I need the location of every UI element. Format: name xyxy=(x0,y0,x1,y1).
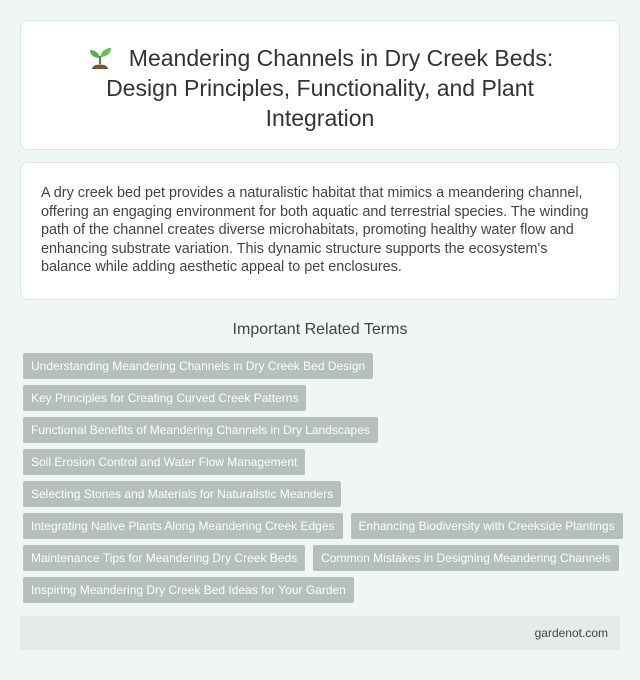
tag-row xyxy=(23,353,623,385)
tag-row xyxy=(23,577,623,609)
related-terms-heading: Important Related Terms xyxy=(232,321,408,338)
related-term-tag[interactable]: Maintenance Tips for Meandering Dry Creek Beds xyxy=(23,545,305,571)
related-term-tag[interactable]: Inspiring Meandering Dry Creek Bed Ideas for Your Garden xyxy=(23,577,354,603)
tag-row xyxy=(23,545,623,577)
tag-row xyxy=(23,417,623,449)
related-term-tag[interactable]: Functional Benefits of Meandering Channels in Dry Landscapes xyxy=(23,417,378,443)
tag-row xyxy=(23,481,623,513)
page-title-text: Meandering Channels in Dry Creek Beds: Design Principles, Functionality, and Plant Integration xyxy=(106,45,554,131)
title-card xyxy=(20,20,620,150)
tag-row xyxy=(23,385,623,417)
related-term-tag[interactable]: Selecting Stones and Materials for Naturalistic Meanders xyxy=(23,481,341,507)
related-term-tag[interactable]: Enhancing Biodiversity with Creekside Plantings xyxy=(351,513,623,539)
related-term-tag[interactable]: Common Mistakes in Designing Meandering Channels xyxy=(313,545,618,571)
tag-row xyxy=(23,513,623,545)
footer-bar xyxy=(20,616,620,650)
related-term-tag[interactable]: Integrating Native Plants Along Meandering Creek Edges xyxy=(23,513,343,539)
related-terms-list xyxy=(23,353,623,609)
page-title xyxy=(21,43,619,133)
footer-site-link[interactable]: gardenot.com xyxy=(534,626,608,640)
related-term-tag[interactable]: Understanding Meandering Channels in Dry Creek Bed Design xyxy=(23,353,373,379)
sprout-icon xyxy=(87,44,113,70)
tag-row xyxy=(23,449,623,481)
related-term-tag[interactable]: Key Principles for Creating Curved Creek Patterns xyxy=(23,385,306,411)
related-term-tag[interactable]: Soil Erosion Control and Water Flow Management xyxy=(23,449,305,475)
intro-paragraph: A dry creek bed pet provides a naturalistic habitat that mimics a meandering channel, offering an engaging environment for both aquatic and terrestrial species. The winding path of the channel creates diverse microhabitats, promoting healthy water flow and enhancing substrate variation. This dynamic structure supports the ecosystem's balance while adding aesthetic appeal to pet enclosures. xyxy=(41,185,589,275)
intro-card xyxy=(20,162,620,300)
